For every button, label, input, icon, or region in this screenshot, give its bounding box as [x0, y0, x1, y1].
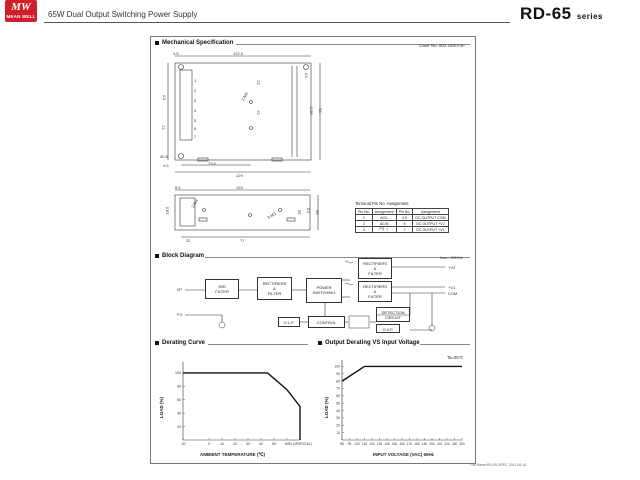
- y-tick-label: 50: [336, 401, 340, 406]
- output-v2-label: +V2: [448, 265, 456, 270]
- header-rule: [44, 22, 510, 23]
- table-header: Pin No.: [356, 209, 373, 215]
- y-tick-label: 30: [336, 416, 340, 421]
- ovp-box: O.V.P.: [376, 324, 400, 333]
- dim-label: 22: [255, 80, 261, 85]
- x-tick-label: 60: [285, 442, 289, 446]
- case-info: Case No. 903 Unit:mm: [419, 43, 465, 48]
- dim-label: 38: [314, 210, 320, 215]
- bullet-square-icon: [155, 341, 159, 345]
- dim-label: 18: [296, 210, 302, 215]
- x-tick-label: 220: [444, 442, 450, 446]
- dim-label: 73.5: [208, 161, 216, 166]
- fg-label: FG: [177, 312, 183, 317]
- y-tick-label: 10: [336, 430, 340, 435]
- dim-label: 22: [255, 110, 261, 115]
- box-label: &: [273, 286, 276, 291]
- x-tick-label: 230: [451, 442, 458, 446]
- output-com-label: COM: [448, 291, 458, 296]
- y-tick-label: 20: [177, 424, 181, 429]
- x-tick-label: -20: [180, 442, 186, 446]
- series-label: series: [576, 12, 603, 21]
- table-cell: 5: [396, 221, 413, 227]
- dim-label: 5.5: [305, 207, 311, 214]
- x-tick-label: 210: [436, 442, 443, 446]
- y-tick-label: 90: [336, 371, 340, 376]
- document-title: 65W Dual Output Switching Power Supply: [48, 10, 198, 19]
- logo-text: MEAN WELL: [6, 14, 36, 19]
- table-header: Assignment: [372, 209, 396, 215]
- ip-label: I/P: [177, 287, 182, 292]
- dim-label: 129: [236, 185, 243, 190]
- dim-label: 85.5: [308, 106, 314, 115]
- model-title: [520, 4, 603, 24]
- box-label: RECTIFIERS: [262, 281, 287, 286]
- table-cell: AC/L: [372, 215, 396, 221]
- rectifier-top-box: [358, 258, 392, 279]
- page-frame: [150, 36, 476, 464]
- dim-label: 77: [240, 238, 245, 243]
- box-label: FILTER: [267, 291, 282, 296]
- box-label: FILTER: [368, 294, 382, 299]
- box-label: &: [373, 266, 377, 271]
- output-v1-label: +V1: [448, 285, 456, 290]
- x-tick-label: 88: [340, 442, 344, 446]
- hole-label: 2-M3: [190, 198, 200, 209]
- x-tick-label: 190: [421, 442, 428, 446]
- x-tick-label: 180: [414, 442, 420, 446]
- section-title: Output Derating VS Input Voltage: [325, 340, 420, 346]
- table-cell: 2: [356, 221, 373, 227]
- detection-circuit-box: [376, 307, 410, 322]
- y-tick-label: 80: [177, 384, 181, 389]
- dim-label: 122.5: [233, 51, 244, 56]
- section-title: Mechanical Specification: [162, 40, 234, 46]
- x-tick-label: 100: [354, 442, 360, 446]
- model-name: RD-65: [520, 4, 572, 23]
- emi-filter-box: [205, 279, 239, 299]
- x-tick-label: 0: [208, 442, 210, 446]
- dim-label: 32: [186, 238, 191, 243]
- section-derating-heading: [155, 340, 205, 346]
- table-cell: AC/N: [372, 221, 396, 227]
- y-tick-label: 70: [336, 386, 340, 391]
- x-tick-label: 130: [376, 442, 383, 446]
- dim-label: 4.5: [163, 163, 169, 168]
- x-tick-label: 20: [233, 442, 237, 446]
- box-label: POWER: [316, 285, 332, 290]
- y-tick-label: 60: [177, 397, 181, 402]
- box-label: FILTER: [368, 271, 382, 276]
- pin-label: 5: [194, 118, 197, 123]
- y-tick-label: 40: [177, 411, 181, 416]
- box-label: EMI: [218, 284, 226, 289]
- pin-label: 2: [194, 88, 197, 93]
- table-cell: FG ⏚: [372, 227, 396, 233]
- section-rule: [208, 344, 308, 345]
- chart2-xlabel: INPUT VOLTAGE (VAC) 60Hz: [373, 452, 435, 457]
- y-tick-label: 100: [175, 371, 181, 376]
- dim-label: 4.5: [173, 51, 179, 56]
- chart2-annotation: Ta=25℃: [447, 355, 464, 360]
- table-cell: DC OUTPUT +V1: [413, 227, 448, 233]
- x-tick-label: 160: [399, 442, 405, 446]
- x-tick-label: 264: [459, 442, 465, 446]
- section-mechanical-heading: [155, 40, 233, 46]
- y-tick-label: 100: [334, 364, 340, 369]
- box-label: RECTIFIERS: [363, 284, 387, 289]
- pin-label: 3: [194, 98, 197, 103]
- dim-label: 129: [236, 173, 243, 178]
- hole-label: 2-M3: [240, 91, 250, 102]
- table-cell: 1: [356, 215, 373, 221]
- section-title: Derating Curve: [162, 340, 206, 346]
- dim-label: 22: [160, 125, 166, 130]
- bullet-square-icon: [318, 341, 322, 345]
- rectifier-filter-box: [257, 277, 292, 300]
- dim-label: 40.5: [160, 154, 168, 159]
- logo-mark: MW: [11, 1, 31, 13]
- rectifier-bottom-box: [358, 281, 392, 302]
- x-tick-label: 120: [369, 442, 375, 446]
- dim-label: 6.5: [161, 94, 167, 101]
- section-output-derating-heading: [318, 340, 420, 346]
- control-box: CONTROL: [308, 316, 345, 328]
- pin-label: 6: [194, 126, 197, 131]
- x-tick-label: 140: [384, 442, 390, 446]
- y-tick-label: 20: [336, 423, 340, 428]
- x-tick-label: 170: [406, 442, 413, 446]
- x-tick-label: 50: [272, 442, 276, 446]
- x-tick-label: 115: [361, 442, 368, 446]
- x-tick-label: 95: [347, 442, 352, 446]
- olp-box: O.L.P.: [278, 317, 300, 327]
- x-tick-label: 30: [246, 442, 250, 446]
- table-cell: DC OUTPUT COM: [413, 215, 448, 221]
- pin-label: 1: [194, 78, 197, 83]
- dim-label: 8.5: [175, 185, 181, 190]
- box-label: RECTIFIERS: [363, 261, 387, 266]
- x-tick-label: 10: [220, 442, 224, 446]
- y-tick-label: 60: [336, 394, 340, 399]
- table-cell: DC OUTPUT +V2: [413, 221, 448, 227]
- y-tick-label: 40: [336, 408, 340, 413]
- footer-file-name: File Name:RD-65-SPEC 2011-06-16: [470, 463, 527, 467]
- box-label: DETECTION: [381, 310, 405, 315]
- power-switching-box: [306, 278, 342, 303]
- pin-label: 7: [194, 134, 197, 139]
- dim-label: 18.5: [164, 206, 170, 215]
- pin-label: 4: [194, 108, 197, 113]
- table-row: [356, 227, 449, 233]
- section-title: Block Diagram: [162, 253, 205, 259]
- box-label: &: [373, 289, 377, 294]
- box-label: SWITCHING: [312, 290, 336, 295]
- dim-label: 99: [317, 108, 323, 113]
- x-tick-label: 70 (VERTICAL): [288, 442, 312, 446]
- bullet-square-icon: [155, 254, 159, 258]
- section-block-heading: [155, 253, 204, 259]
- table-header: Assignment: [413, 209, 448, 215]
- section-rule: [205, 257, 470, 258]
- fosc-label: fosc : 60KHz: [440, 255, 463, 260]
- table-header: Pin No.: [396, 209, 413, 215]
- bullet-square-icon: [155, 41, 159, 45]
- chart1-xlabel: AMBIENT TEMPERATURE (℃): [200, 452, 265, 457]
- chart1-ylabel: LOAD (%): [159, 397, 164, 418]
- section-rule: [420, 344, 470, 345]
- x-tick-label: 150: [391, 442, 398, 446]
- x-tick-label: 200: [429, 442, 435, 446]
- table-cell: 3: [356, 227, 373, 233]
- y-tick-label: 80: [336, 379, 340, 384]
- box-label: FILTER: [215, 289, 229, 294]
- hole-label: 3-M3: [266, 211, 277, 220]
- table-cell: 7: [396, 227, 413, 233]
- x-tick-label: 40: [259, 442, 263, 446]
- chart2-ylabel: LOAD (%): [324, 397, 329, 418]
- terminal-table: [355, 208, 449, 233]
- table-cell: 4,5: [396, 215, 413, 221]
- box-label: CIRCUIT: [384, 315, 402, 320]
- dim-label: 3.5: [303, 72, 309, 79]
- terminal-table-title: Terminal Pin No. Assignment: [355, 201, 409, 206]
